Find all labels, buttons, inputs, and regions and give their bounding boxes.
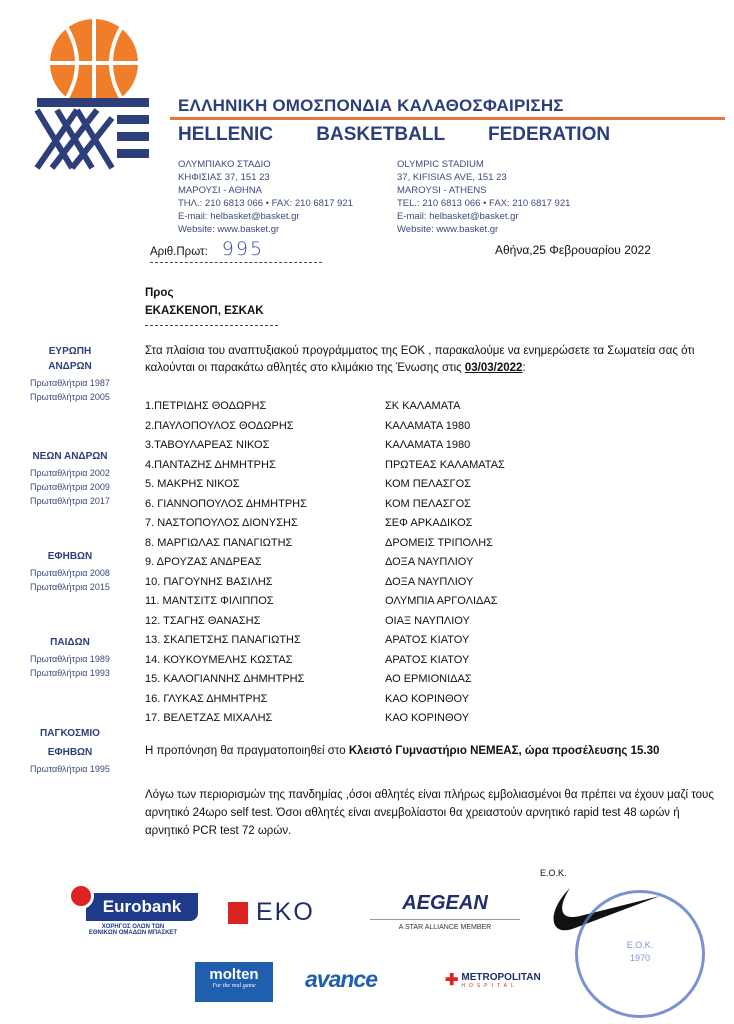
player-name: 12. ΤΣΑΓΗΣ ΘΑΝΑΣΗΣ: [145, 614, 261, 627]
federation-logo: [32, 18, 157, 178]
address-line: ΚΗΦΙΣΙΑΣ 37, 151 23: [178, 172, 270, 183]
intro-text: Στα πλαίσια του αναπτυξιακού προγράμματος της ΕΟΚ , παρακαλούμε να ενημερώσετε τα Σωματεία σας ότι καλούνται οι παρακάτω αθλητές στο κλιμάκιο της Ένωσης στις: [145, 345, 695, 374]
player-row: [145, 633, 505, 653]
address-greek: [178, 158, 353, 236]
player-club: ΑΡΑΤΟΣ ΚΙΑΤΟΥ: [385, 634, 470, 646]
player-club: ΠΡΩΤΕΑΣ ΚΑΛΑΜΑΤΑΣ: [385, 458, 505, 471]
player-name: 1.ΠΕΤΡΙΔΗΣ ΘΟΔΩΡΗΣ: [145, 400, 267, 412]
player-name: 14. ΚΟΥΚΟΥΜΕΛΗΣ ΚΩΣΤΑΣ: [145, 653, 293, 666]
player-row: [145, 438, 505, 458]
player-name: 4.ΠΑΝΤΑΖΗΣ ΔΗΜΗΤΡΗΣ: [145, 458, 276, 471]
sidebar-line: Πρωταθλήτρια 2017: [30, 496, 110, 506]
sidebar-world: [0, 728, 140, 776]
official-stamp: [575, 890, 705, 1018]
training-text: Η προπόνηση θα πραγματοποιηθεί στο: [145, 745, 349, 757]
player-row: [145, 458, 505, 478]
email-link[interactable]: E-mail: helbasket@basket.gr: [178, 211, 300, 222]
training-venue: Κλειστό Γυμναστήριο ΝΕΜΕΑΣ, ώρα προσέλευσης 15.30: [348, 745, 660, 757]
sidebar-subheading: ΠΑΙΔΩΝ: [50, 637, 90, 648]
player-row: [145, 711, 505, 731]
stamp-year: 1970: [629, 953, 651, 963]
recipient: [145, 284, 278, 326]
player-name: 8. ΜΑΡΓΙΩΛΑΣ ΠΑΝΑΓΙΩΤΗΣ: [145, 536, 293, 549]
player-club: ΚΟΜ ΠΕΛΑΣΓΟΣ: [385, 497, 471, 510]
sidebar-line: Πρωταθλήτρια 1987: [30, 378, 110, 388]
protocol-label: Αριθ.Πρωτ:: [150, 246, 208, 258]
player-name: 7. ΝΑΣΤΟΠΟΥΛΟΣ ΔΙΟΝΥΣΗΣ: [145, 517, 298, 529]
address-line: ΜΑΡΟΥΣΙ - ΑΘΗΝΑ: [178, 185, 263, 196]
player-name: 16. ΓΛΥΚΑΣ ΔΗΜΗΤΡΗΣ: [145, 692, 268, 705]
eurobank-logo: [68, 883, 198, 936]
sidebar-cadets: [0, 637, 140, 680]
player-row: [145, 536, 505, 556]
medical-cross-icon: ✚: [445, 972, 459, 989]
sidebar-line: Πρωταθλήτρια 2005: [30, 392, 110, 402]
player-row: [145, 594, 505, 614]
intro-end: :: [522, 362, 526, 374]
player-row: [145, 477, 505, 497]
player-name: 10. ΠΑΓΟΥΝΗΣ ΒΑΣΙΛΗΣ: [145, 575, 273, 588]
intro-paragraph: [145, 343, 730, 377]
sidebar-line: Πρωταθλήτρια 2008: [30, 568, 110, 578]
eko-mark-icon: [228, 902, 248, 924]
player-club: ΟΛΥΜΠΙΑ ΑΡΓΟΛΙΔΑΣ: [385, 595, 498, 607]
phone-fax: TEL.: 210 6813 066 • FAX: 210 6817 921: [397, 198, 571, 209]
player-club: ΣΕΦ ΑΡΚΑΔΙΚΟΣ: [385, 517, 473, 529]
player-row: [145, 399, 505, 419]
address-line: ΟΛΥΜΠΙΑΚΟ ΣΤΑΔΙΟ: [178, 159, 271, 170]
aegean-tagline: A STAR ALLIANCE MEMBER: [370, 919, 520, 931]
sidebar-subheading: ΕΦΗΒΩΝ: [47, 747, 93, 758]
covid-paragraph: Λόγω των περιορισμών της πανδημίας ,όσοι αθλητές είναι πλήρως εμβολιασμένοι θα πρέπει να έχουν μαζί τους αρνητικό 24ωρο self test. Όσοι αθλητές είναι ανεμβολίαστοι θα χρειαστούν αρνητικό rapid test 48 ωρών ή αρνητικό PCR test 72 ωρών.: [145, 789, 714, 837]
sidebar-subheading: ΑΝΔΡΩΝ: [48, 361, 92, 372]
sidebar-subheading: ΝΕΩΝ ΑΝΔΡΩΝ: [32, 451, 108, 462]
sidebar-line: Πρωταθλήτρια 2015: [30, 582, 110, 592]
website-link[interactable]: Website: www.basket.gr: [178, 224, 280, 235]
player-club: ΚΑΛΑΜΑΤΑ 1980: [385, 439, 471, 451]
eurobank-mark-icon: [68, 883, 94, 909]
sidebar-line: Πρωταθλήτρια 1995: [30, 764, 110, 774]
avance-logo: avance: [305, 966, 378, 992]
player-name: 6. ΓΙΑΝΝΟΠΟΥΛΟΣ ΔΗΜΗΤΡΗΣ: [145, 497, 307, 510]
player-name: 9. ΔΡΟΥΖΑΣ ΑΝΔΡΕΑΣ: [145, 556, 262, 568]
player-club: ΔΟΞΑ ΝΑΥΠΛΙΟΥ: [385, 556, 474, 568]
player-club: ΑΟ ΕΡΜΙΟΝΙΔΑΣ: [385, 673, 472, 685]
player-name: 13. ΣΚΑΠΕΤΣΗΣ ΠΑΝΑΓΙΩΤΗΣ: [145, 634, 301, 646]
eko-logo: [228, 898, 315, 927]
player-club: ΣΚ ΚΑΛΑΜΑΤΑ: [385, 400, 461, 412]
molten-logo: [195, 962, 273, 1002]
metropolitan-tagline: HOSPITAL: [461, 982, 518, 989]
org-name-english: HELLENIC BASKETBALL FEDERATION: [178, 124, 611, 145]
player-row: [145, 672, 505, 692]
player-club: ΚΑΛΑΜΑΤΑ 1980: [385, 419, 471, 432]
player-list: [145, 399, 505, 731]
player-name: 17. ΒΕΛΕΤΖΑΣ ΜΙΧΑΛΗΣ: [145, 712, 273, 724]
player-row: [145, 555, 505, 575]
eko-name: EKO: [256, 898, 315, 926]
address-line: OLYMPIC STADIUM: [397, 159, 484, 170]
aegean-name: AEGEAN: [402, 892, 488, 914]
player-row: [145, 692, 505, 712]
player-name: 15. ΚΑΛΟΓΙΑΝΝΗΣ ΔΗΜΗΤΡΗΣ: [145, 673, 305, 685]
player-club: ΔΟΞΑ ΝΑΥΠΛΙΟΥ: [385, 575, 474, 588]
sidebar-europe-men: [0, 346, 140, 404]
player-row: [145, 497, 505, 517]
player-row: [145, 575, 505, 595]
player-name: 11. ΜΑΝΤΣΙΤΣ ΦΙΛΙΠΠΟΣ: [145, 595, 274, 607]
player-club: ΚΑΟ ΚΟΡΙΝΘΟΥ: [385, 692, 470, 705]
player-row: [145, 614, 505, 634]
sidebar-young-men: [0, 451, 140, 508]
protocol-value: 995: [221, 238, 265, 260]
sidebar-line: Πρωταθλήτρια 2009: [30, 482, 110, 492]
eurobank-tagline: ΕΘΝΙΚΩΝ ΟΜΑΔΩΝ ΜΠΑΣΚΕΤ: [88, 930, 178, 936]
player-club: ΑΡΑΤΟΣ ΚΙΑΤΟΥ: [385, 653, 470, 666]
player-row: [145, 653, 505, 673]
player-row: [145, 419, 505, 439]
player-club: ΚΑΟ ΚΟΡΙΝΘΟΥ: [385, 712, 470, 724]
player-club: ΟΙΑΞ ΝΑΥΠΛΙΟΥ: [385, 614, 470, 627]
phone-fax: ΤΗΛ.: 210 6813 066 • FAX: 210 6817 921: [178, 198, 353, 209]
eurobank-tagline: ΧΟΡΗΓΟΣ ΟΛΩΝ ΤΩΝ: [101, 924, 165, 930]
recipient-name: ΕΚΑΣΚΕΝΟΠ, ΕΣΚΑΚ: [145, 305, 264, 317]
sidebar-heading: ΠΑΓΚΟΣΜΙΟ: [40, 728, 100, 739]
signature-label: Ε.Ο.Κ.: [540, 868, 567, 878]
sidebar-line: Πρωταθλήτρια 1989: [30, 654, 110, 664]
player-club: ΚΟΜ ΠΕΛΑΣΓΟΣ: [385, 478, 471, 490]
address-english: [397, 158, 570, 236]
header-divider: [170, 117, 725, 120]
metropolitan-logo: [445, 970, 541, 990]
document-date: Αθήνα,25 Φεβρουαρίου 2022: [495, 243, 651, 257]
recipient-divider: [145, 320, 278, 326]
metropolitan-name: METROPOLITAN: [461, 971, 541, 983]
website-link[interactable]: Website: www.basket.gr: [397, 224, 499, 235]
email-link[interactable]: E-mail: helbasket@basket.gr: [397, 211, 519, 222]
player-name: 2.ΠΑΥΛΟΠΟΥΛΟΣ ΘΟΔΩΡΗΣ: [145, 419, 294, 432]
training-paragraph: [145, 742, 730, 760]
stamp-center-text: Ε.Ο.Κ.: [626, 940, 654, 950]
recipient-label: Προς: [145, 287, 174, 299]
org-name-greek: ΕΛΛΗΝΙΚΗ ΟΜΟΣΠΟΝΔΙΑ ΚΑΛΑΘΟΣΦΑΙΡΙΣΗΣ: [178, 96, 564, 115]
sidebar-line: Πρωταθλήτρια 1993: [30, 668, 110, 678]
sidebar-line: Πρωταθλήτρια 2002: [30, 468, 110, 478]
molten-tagline: For the real game: [212, 983, 256, 989]
eurobank-name: Eurobank: [86, 893, 198, 921]
player-name: 3.ΤΑΒΟΥΛΑΡΕΑΣ ΝΙΚΟΣ: [145, 439, 270, 451]
player-club: ΔΡΟΜΕΙΣ ΤΡΙΠΟΛΗΣ: [385, 536, 493, 549]
address-line: MAROYSI - ATHENS: [397, 185, 487, 196]
session-date: 03/03/2022: [464, 362, 523, 374]
aegean-logo: [370, 892, 520, 931]
sidebar-subheading: ΕΦΗΒΩΝ: [47, 551, 93, 562]
sidebar-juniors: [0, 551, 140, 594]
address-line: 37, KIFISIAS AVE, 151 23: [397, 172, 507, 183]
player-row: [145, 516, 505, 536]
protocol-number: [150, 238, 322, 263]
sidebar-heading: ΕΥΡΩΠΗ: [48, 346, 92, 357]
player-name: 5. ΜΑΚΡΗΣ ΝΙΚΟΣ: [145, 478, 240, 490]
molten-name: molten: [209, 966, 259, 983]
